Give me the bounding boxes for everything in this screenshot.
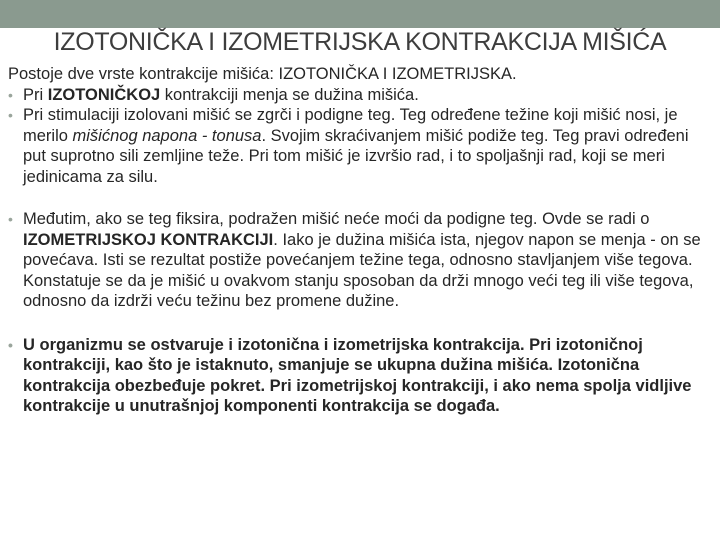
- bullet-3-text: Međutim, ako se teg fiksira, podražen mišić neće moći da podigne teg. Ovde se radi o: [23, 210, 650, 228]
- bullet-3-text-end: . Iako je dužina mišića ista, njegov napon se menja - on se povećava. Isti se rezultat postiže povećanjem težine tega, odnosno stavljanjem više tegova. Konstatuje se da je mišić u ovakvom stanju sposoban da drži mnogo veći teg ili više tegova, odnosno da izdrži veću težinu bez promene dužine.: [23, 230, 701, 310]
- bullet-item-4: [8, 335, 708, 417]
- bullet-1-prefix: Pri: [23, 85, 48, 104]
- bullet-2-italic: mišićnog napona - tonusa: [72, 126, 262, 145]
- slide-title: IZOTONIČKA I IZOMETRIJSKA KONTRAKCIJA MIŠIĆA: [53, 28, 667, 56]
- bullet-item-2: [8, 105, 708, 187]
- bullet-1-suffix: kontrakciji menja se dužina mišića.: [160, 85, 419, 104]
- bullet-item-3: [8, 209, 708, 312]
- slide-body: [8, 64, 708, 417]
- bullet-4-text: U organizmu se ostvaruje i izotonična i izometrijska kontrakcija. Pri izotoničnoj kontrakciji, kao što je istaknuto, smanjuje se ukupna dužina mišića. Izotonična kontrakcija obezbeđuje pokret. Pri izometrijskoj kontrakciji, i ako nema spolja vidljive kontrakcije u unutrašnjoj komponenti kontrakcija se događa.: [23, 335, 692, 415]
- bullet-icon: •: [8, 107, 13, 123]
- bullet-3-bold: IZOMETRIJSKOJ KONTRAKCIJI: [23, 230, 274, 249]
- bullet-2-text: Pri stimulaciji izolovani mišić se zgrči i podigne teg. Teg određene težine koji mišić nosi, je merilo: [23, 106, 678, 145]
- intro-text: Postoje dve vrste kontrakcije mišića: IZOTONIČKA I IZOMETRIJSKA.: [8, 65, 517, 83]
- bullet-1-bold: IZOTONIČKOJ: [47, 85, 161, 104]
- bullet-icon: •: [8, 86, 13, 103]
- bullet-icon: •: [8, 211, 13, 227]
- header-bar: [0, 0, 720, 28]
- bullet-2-text-end: . Svojim skraćivanjem mišić podiže teg. Teg pravi određeni put suprotno sili zemljine teže. Pri tom mišić je izvršio rad, i to spoljašnji rad, koji se meri jedinicama za silu.: [23, 126, 689, 186]
- bullet-icon: •: [8, 336, 13, 353]
- bullet-item-1: [8, 85, 708, 106]
